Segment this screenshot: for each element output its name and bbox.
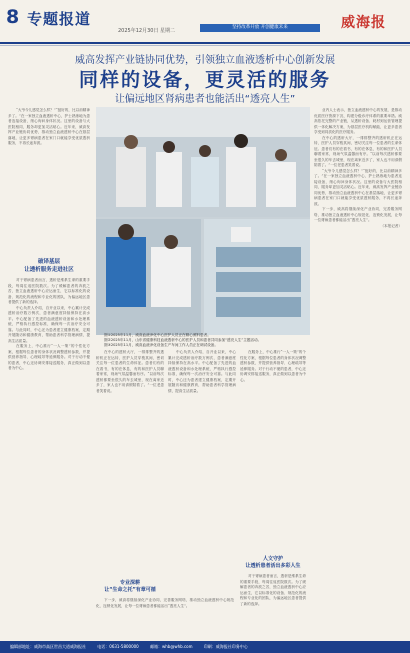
newspaper-brand: 威海报 — [341, 15, 386, 31]
article-column-1b — [8, 278, 90, 633]
footer-mail: 邮箱：whb@whb.com — [150, 644, 193, 649]
body-text: 业内人士表示，独立血液透析中心的发展，是推动优质医疗资源下沉、构建分级诊疗体系的重要举措。威高依托完整的产业链，从透析设备、耗材到运营管理提供一体化解决方案，为基层医疗机构赋能，让更多患者享受到同质化的医疗服务。 — [314, 108, 402, 134]
subtitle-line: 破译基层 — [37, 259, 60, 265]
section-title: 专题报道 — [27, 10, 92, 28]
article-kicker: 威高发挥产业链协同优势，引领独立血液透析中心创新发展 — [75, 55, 335, 66]
body-text: 中心负责人介绍，自开业以来，中心累计完成透析治疗数万例次，患者满意度持续保持在高水平。中心配备了先进的血液透析设备和水处理系统，严格执行感控标准，确保每一次治疗安全可靠。与此同时，中心还为患者建立健康档案，定期开展随访和健康教育，帮助患者科学管理病情，提高生活质量。 — [168, 350, 236, 393]
footer-address: 编辑部地址：威海市高区世昌大道威海报社 — [10, 644, 86, 649]
subtitle-1 — [16, 258, 82, 274]
subtitle-3 — [240, 556, 306, 570]
subtitle-line: 让透析患者活出多彩人生 — [245, 563, 301, 569]
masthead — [0, 0, 410, 44]
body-text: 在中心的透析大厅，一排排整齐的透析机正在运转，医护人员穿梭其间，密切关注每一位患者的生命体征。患者们有的在看书，有的在休息，有的和医护人员聊着家常，现场气氛温馨而有序。“以前每次透析都要坐很久的车去城里，现在离家近多了，家人也不用请假陪着了。”一位老患者笑着说。 — [314, 135, 402, 167]
footer-print: 印刷：威海报社印务中心 — [203, 644, 248, 649]
article-column-2b — [96, 598, 234, 638]
article-column-4b — [240, 574, 306, 638]
hospital-photo — [96, 107, 310, 335]
body-text: 下一步，威高将继续深化产业协同，完善服务网络，推动独立血液透析中心规范化、连锁化发展，让每一位肾病患者都能活出“透亮人生”。 — [96, 598, 234, 608]
caption-line: 图①2025年11月，威高血液净化中心医护人员正在精心照料患者。 — [104, 333, 211, 337]
subtitle-line: 让“生命之托”有章可循 — [104, 587, 156, 593]
issue-date: 2025年12月30日 星期二 — [118, 28, 176, 34]
body-text: “大爷今儿感觉怎么样？”“挺好的，比以前精神多了。”在一家独立血液透析中心，护士熟练地为患者连接设备，细心询问身体状况。这里的设备与大医院相同，服务却更加灵活贴心。近年来，威高发挥产业链协同优势，推动独立血液透析中心在基层落地，让更多肾病患者在家门口就能享受优质透析服务，不再长途奔波。 — [314, 168, 402, 206]
article-column-1 — [8, 108, 90, 256]
photo-collage — [96, 107, 310, 335]
article-headline: 同样的设备，更灵活的服务 — [78, 69, 331, 91]
body-text: 在服务上，中心推行“一人一策”的个性化方案，根据每位患者的身体状况调整透析参数，并提供营养指导、心理疏导等延伸服务。对于行动不便的患者，中心还协调安排接送服务，真正做到以患者为中心。 — [8, 344, 90, 370]
divider — [0, 45, 410, 46]
article-column-5 — [314, 108, 402, 633]
page-footer — [0, 641, 410, 653]
subtitle-line: 让透析服务走进社区 — [24, 267, 74, 273]
body-text: “大爷今儿感觉怎么样？”“挺好的，比以前精神多了。”在一家独立血液透析中心，护士熟练地为患者连接设备，细心询问身体状况。这里的设备与大医院相同，服务却更加灵活贴心。近年来，威高发挥产业链协同优势，推动独立血液透析中心在基层落地，让更多肾病患者在家门口就能享受优质透析服务，不再长途奔波。 — [8, 108, 90, 145]
article-column-3 — [168, 350, 236, 610]
body-text: 在服务上，中心推行“一人一策”的个性化方案，根据每位患者的身体状况调整透析参数，并提供营养指导、心理疏导等延伸服务。对于行动不便的患者，中心还协调安排接送服务，真正做到以患者为中心。 — [240, 350, 306, 382]
footer-phone: 电话：0631-5800000 — [97, 644, 139, 649]
page-number: 8 — [6, 6, 20, 28]
caption-line: 图③2025年11月，威高血液净化设备生产车间工作人员正在调试设备。 — [104, 343, 218, 347]
photo-caption — [104, 333, 304, 348]
subtitle-2 — [97, 580, 163, 594]
caption-line: 图②2025年11月，山东省健康科技血液透析中心的医护人员和患者共同参加“透亮人生”主题活动。 — [104, 338, 262, 342]
body-text: 在中心的透析大厅，一排排整齐的透析机正在运转，医护人员穿梭其间，密切关注每一位患者的生命体征。患者们有的在看书，有的在休息，有的和医护人员聊着家常，现场气氛温馨而有序。“以前每次透析都要坐很久的车去城里，现在离家近多了，家人也不用请假陪着了。”一位老患者笑着说。 — [96, 350, 164, 393]
article-subhead: 让偏远地区肾病患者也能活出“透亮人生” — [114, 94, 296, 105]
source-note: （本报记者） — [380, 223, 402, 228]
body-text: 下一步，威高将继续深化产业协同，完善服务网络，推动独立血液透析中心规范化、连锁化发展，让每一位肾病患者都能活出“透亮人生”。 — [314, 207, 402, 222]
subtitle-line: 人文守护 — [262, 556, 283, 562]
article-column-2 — [96, 350, 164, 525]
article-column-4 — [240, 350, 306, 550]
body-text: 对于肾病患者而言，透析是维系生命的重要手段，每周往返医院数次。为了缓解患者的奔波之苦，独立血液透析中心应运而生，它以标准化的设备、规范化的流程和专业化的团队，为偏远地区患者提供了新的选择。 — [8, 278, 90, 304]
subtitle-line: 专业深耕 — [119, 580, 140, 586]
slogan-bar: 坚持改革开放 开创健康未来 — [200, 24, 320, 32]
body-text: 对于肾病患者而言，透析是维系生命的重要手段，每周往返医院数次。为了缓解患者的奔波之苦，独立血液透析中心应运而生，它以标准化的设备、规范化的流程和专业化的团队，为偏远地区患者提供了新的选择。 — [240, 574, 306, 606]
body-text: 中心负责人介绍，自开业以来，中心累计完成透析治疗数万例次，患者满意度持续保持在高水平。中心配备了先进的血液透析设备和水处理系统，严格执行感控标准，确保每一次治疗安全可靠。与此同时，中心还为患者建立健康档案，定期开展随访和健康教育，帮助患者科学管理病情，提高生活质量。 — [8, 305, 90, 343]
